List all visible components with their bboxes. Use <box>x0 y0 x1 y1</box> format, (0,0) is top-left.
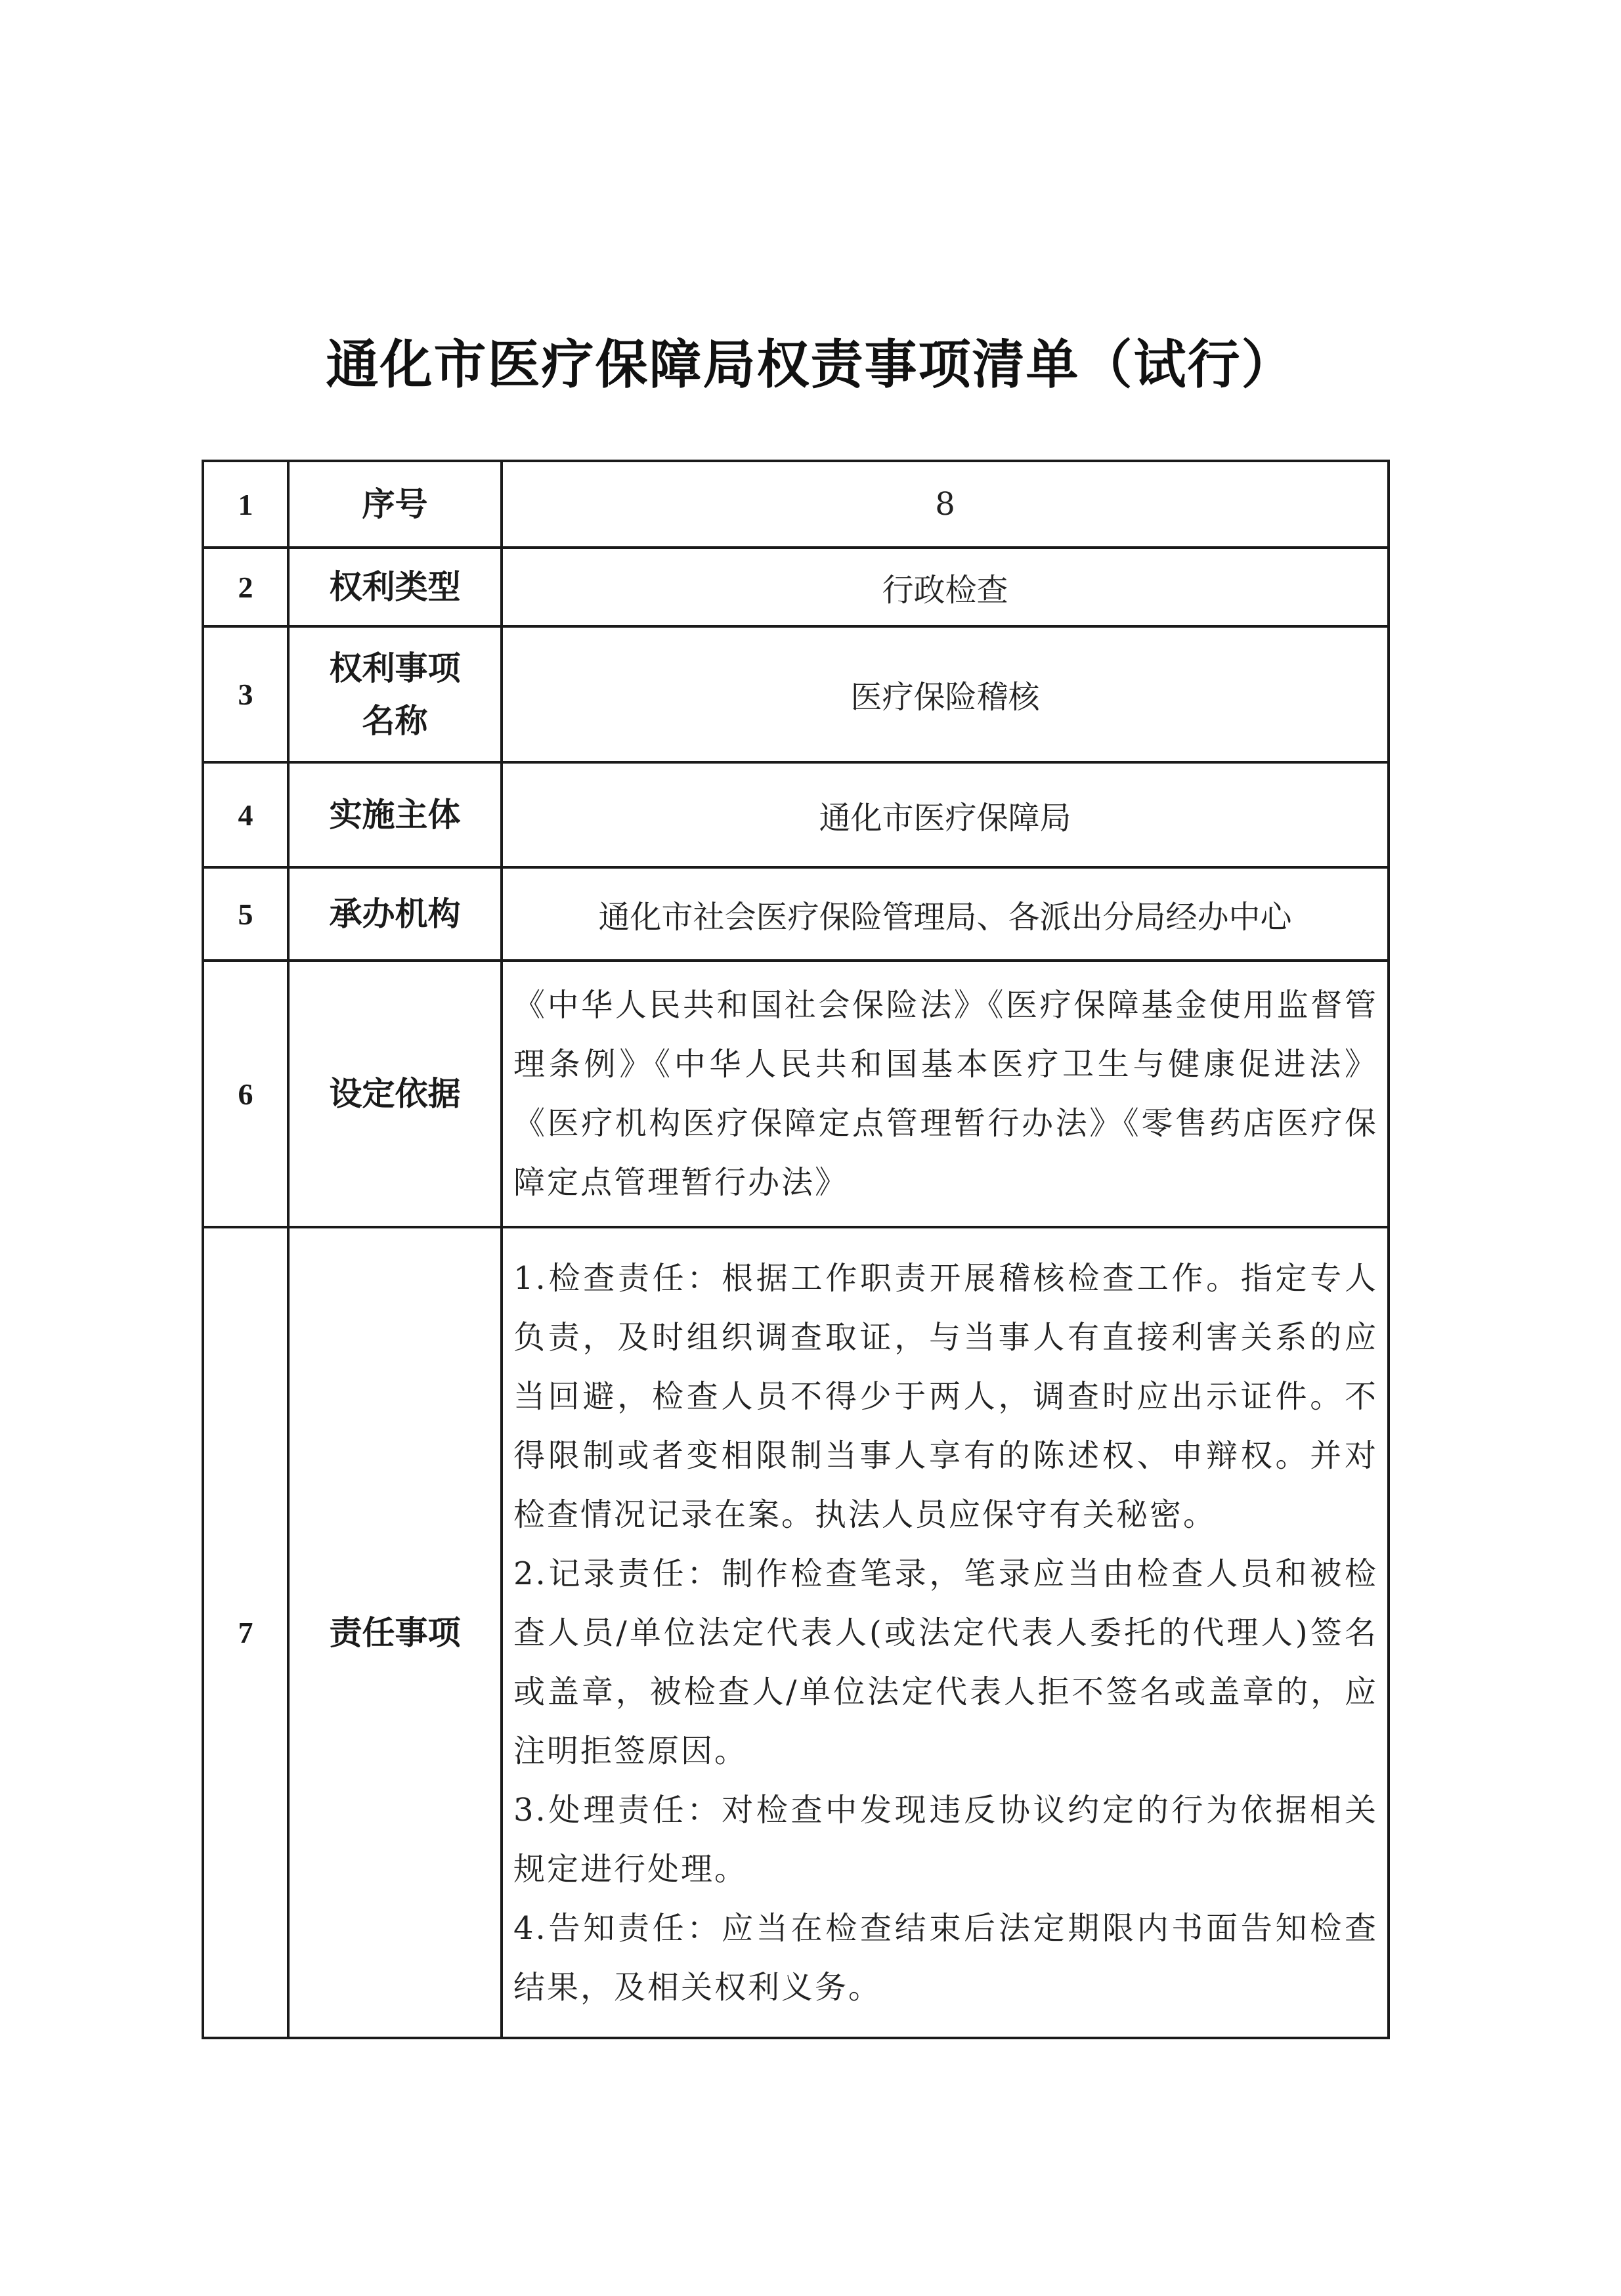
row-index: 4 <box>203 762 288 867</box>
table-row <box>203 461 1389 548</box>
row-label <box>288 961 502 1227</box>
row-index: 7 <box>203 1227 288 2038</box>
table-row <box>203 867 1389 961</box>
row-content: 8 <box>502 461 1389 548</box>
responsibility-table <box>202 460 1390 2039</box>
row-label-text: 实施主体 <box>329 795 461 834</box>
row-index: 5 <box>203 867 288 961</box>
row-label-text: 序号 <box>362 485 428 523</box>
row-index: 2 <box>203 548 288 626</box>
row-content: 医疗保险稽核 <box>502 626 1389 762</box>
table-row <box>203 1227 1389 2038</box>
row-label <box>288 626 502 762</box>
responsibility-item: 1.检查责任：根据工作职责开展稽核检查工作。指定专人负责，及时组织调查取证，与当事人有直接利害关系的应当回避，检查人员不得少于两人，调查时应出示证件。不得限制或者变相限制当事人享有的陈述权、申辩权。并对检查情况记录在案。执法人员应保守有关秘密。 <box>513 1259 1378 1533</box>
row-label-text: 权利类型 <box>329 567 461 606</box>
row-index: 3 <box>203 626 288 762</box>
row-content: 行政检查 <box>502 548 1389 626</box>
table-row <box>203 762 1389 867</box>
page-title: 通化市医疗保障局权责事项清单（试行） <box>326 334 1295 395</box>
responsibility-item: 3.处理责任：对检查中发现违反协议约定的行为依据相关规定进行处理。 <box>513 1791 1378 1888</box>
row-label <box>288 461 502 548</box>
row-label-text: 名称 <box>362 701 428 740</box>
row-content <box>502 1227 1389 2038</box>
table-row <box>203 548 1389 626</box>
responsibility-item: 2.记录责任：制作检查笔录，笔录应当由检查人员和被检查人员/单位法定代表人(或法定代表人委托的代理人)签名或盖章，被检查人/单位法定代表人拒不签名或盖章的，应注明拒签原因。 <box>513 1555 1378 1769</box>
table-row <box>203 961 1389 1227</box>
row-index: 1 <box>203 461 288 548</box>
row-label-text: 权利事项 <box>329 648 461 687</box>
row-index: 6 <box>203 961 288 1227</box>
row-label-text: 承办机构 <box>329 894 461 933</box>
table-row <box>203 626 1389 762</box>
row-label-text: 设定依据 <box>329 1074 461 1113</box>
row-label <box>288 548 502 626</box>
row-content: 《中华人民共和国社会保险法》《医疗保障基金使用监督管理条例》《中华人民共和国基本医疗卫生与健康促进法》《医疗机构医疗保障定点管理暂行办法》《零售药店医疗保障定点管理暂行办法》 <box>502 961 1389 1227</box>
row-content: 通化市社会医疗保险管理局、各派出分局经办中心 <box>502 867 1389 961</box>
row-label <box>288 762 502 867</box>
responsibility-item: 4.告知责任：应当在检查结束后法定期限内书面告知检查结果，及相关权利义务。 <box>513 1909 1378 2006</box>
row-label <box>288 1227 502 2038</box>
row-label-text: 责任事项 <box>329 1613 461 1652</box>
row-content: 通化市医疗保障局 <box>502 762 1389 867</box>
row-label <box>288 867 502 961</box>
